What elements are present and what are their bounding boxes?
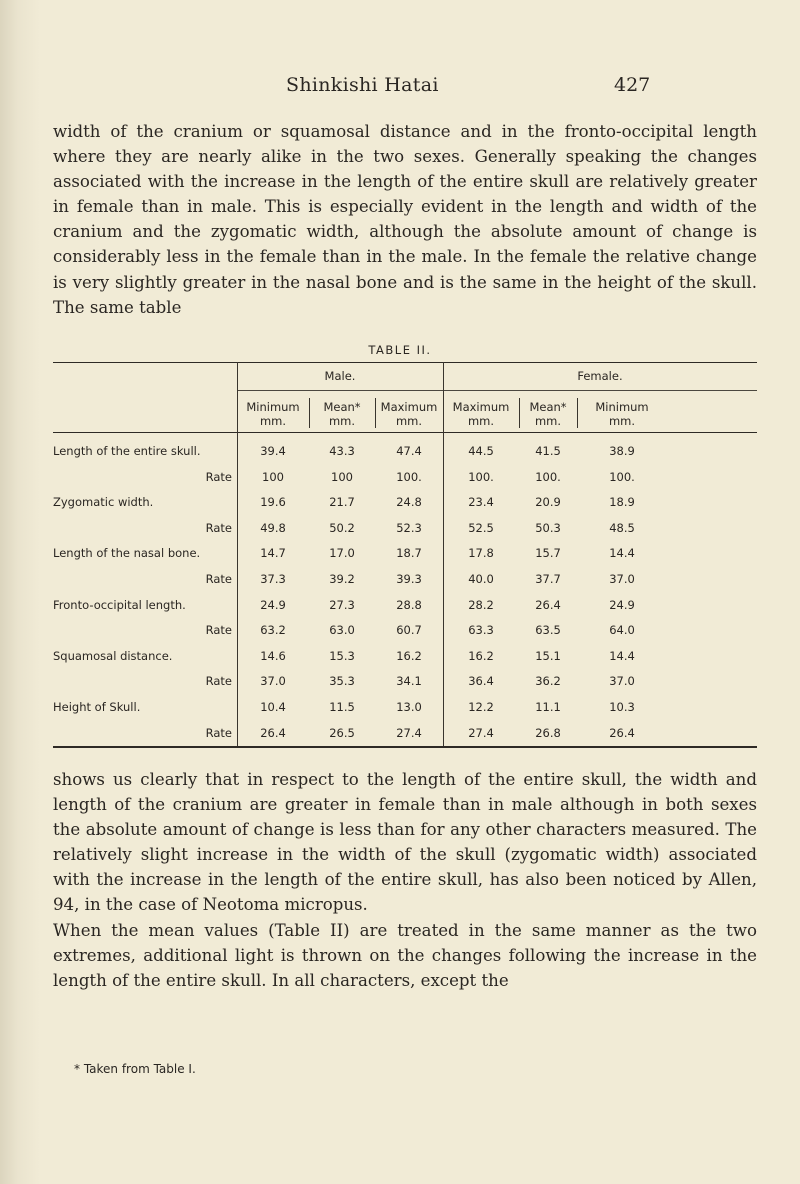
table-cell: 50.2 [329,520,355,535]
row-label: Height of Skull. [53,700,141,714]
table-cell: 38.9 [609,444,635,458]
body-paragraph-2: shows us clearly that in respect to the length of the entire skull, the width and length of the cranium are greater in female than in male although in both sexes the absolute amount of change is less than for any other characters measured. The relatively slight increase in the width of the skull (zygomatic width) associated with the increase in the length of the entire skull, has also been noticed by Allen, 94, in the case of Neotoma micropus. [53,770,757,915]
table-cell: 100 [331,469,353,484]
footnote: * Taken from Table I. [74,1062,196,1076]
running-head [0,74,800,98]
row-label-rate: Rate [205,674,232,689]
table-top-rule [53,362,757,363]
table-cell: 39.3 [396,572,422,586]
table-cell: 14.7 [260,546,286,561]
page-number: 427 [614,74,651,96]
table-cell: 19.6 [260,495,286,510]
table-cell: 17.0 [329,546,355,561]
table-cell: 100 [262,469,284,484]
row-label-rate: Rate [205,520,232,535]
table-subheader-rule [237,390,757,391]
group-header-female: Female. [577,369,623,383]
table-cell: 13.0 [396,700,422,714]
table-cell: 35.3 [329,674,355,689]
table-cell: 44.5 [468,444,494,458]
table-cell: 15.7 [535,546,561,561]
table-cell: 18.7 [396,546,422,561]
table-header-rule [53,432,757,433]
table-cell: 15.3 [329,648,355,663]
table-cell: 11.1 [535,700,561,714]
table-cell: 100. [468,469,494,484]
table-cell: 100. [535,469,561,484]
table-cell: 52.3 [396,520,422,535]
row-label-rate: Rate [205,572,232,586]
table-cell: 37.0 [609,674,635,689]
body-paragraph-1: width of the cranium or squamosal distance and in the fronto-occipital length where they are nearly alike in the two sexes. Generally speaking the changes associated with the increase in the length of the entire skull are relatively greater in female than in male. This is especially evident in the length and width of the cranium and the zygomatic width, although the absolute amount of change is considerably less in the female than in the male. In the female the relative change is very slightly greater in the nasal bone and is the same in the height of the skull. The same table [53,122,757,317]
table-cell: 26.4 [535,597,561,612]
table-cell: 16.2 [396,648,422,663]
table-cell: 17.8 [468,546,494,561]
table-cell: 20.9 [535,495,561,510]
column-header-male-mean: Mean* mm. [323,400,361,428]
row-label-rate: Rate [205,469,232,484]
table-cell: 36.4 [468,674,494,689]
table-cell: 10.4 [260,700,286,714]
table-cell: 63.0 [329,623,355,638]
row-label: Squamosal distance. [53,648,173,663]
table-cell: 100. [609,469,635,484]
table-cell: 26.4 [260,725,286,740]
table-cell: 41.5 [535,444,561,458]
table-cell: 24.9 [260,597,286,612]
running-head-author: Shinkishi Hatai [286,74,439,96]
table-cell: 40.0 [468,572,494,586]
table-cell: 100. [396,469,422,484]
body-paragraph-3: When the mean values (Table II) are treated in the same manner as the two extremes, additional light is thrown on the changes following the increase in the length of the entire skull. In all characters, except the [53,921,757,991]
row-label: Length of the nasal bone. [53,546,201,561]
row-label-rate: Rate [205,725,232,740]
table-cell: 37.0 [260,674,286,689]
table-cell: 48.5 [609,520,635,535]
table-cell: 37.7 [535,572,561,586]
table-cell: 21.7 [329,495,355,510]
table-cell: 10.3 [609,700,635,714]
table-cell: 50.3 [535,520,561,535]
table-cell: 63.3 [468,623,494,638]
table-cell: 27.4 [468,725,494,740]
table-cell: 27.4 [396,725,422,740]
column-header-male-maximum: Maximum mm. [380,400,438,428]
table-cell: 16.2 [468,648,494,663]
table-cell: 63.5 [535,623,561,638]
column-header-female-maximum: Maximum mm. [452,400,510,428]
column-header-female-minimum: Minimum mm. [595,400,649,428]
table-cell: 24.9 [609,597,635,612]
table-cell: 43.3 [329,444,355,458]
table-cell: 47.4 [396,444,422,458]
row-label: Zygomatic width. [53,495,154,510]
group-header-male: Male. [324,369,356,383]
table-cell: 14.4 [609,648,635,663]
row-label: Length of the entire skull. [53,444,201,458]
table-cell: 24.8 [396,495,422,510]
table-cell: 23.4 [468,495,494,510]
table-cell: 27.3 [329,597,355,612]
table-cell: 11.5 [329,700,355,714]
table-cell: 64.0 [609,623,635,638]
table-cell: 39.4 [260,444,286,458]
table-cell: 14.4 [609,546,635,561]
table-cell: 26.8 [535,725,561,740]
table-cell: 28.8 [396,597,422,612]
table-title: TABLE II. [368,343,432,357]
row-label-rate: Rate [205,623,232,638]
table-cell: 14.6 [260,648,286,663]
table-cell: 63.2 [260,623,286,638]
table-cell: 37.3 [260,572,286,586]
table-cell: 28.2 [468,597,494,612]
column-header-male-minimum: Minimum mm. [246,400,300,428]
table-cell: 15.1 [535,648,561,663]
table-cell: 18.9 [609,495,635,510]
table-cell: 26.4 [609,725,635,740]
table-cell: 52.5 [468,520,494,535]
table-cell: 12.2 [468,700,494,714]
table-cell: 26.5 [329,725,355,740]
table-cell: 39.2 [329,572,355,586]
table-cell: 37.0 [609,572,635,586]
column-header-female-mean: Mean* mm. [529,400,567,428]
table-cell: 60.7 [396,623,422,638]
table-cell: 34.1 [396,674,422,689]
table-cell: 36.2 [535,674,561,689]
table-cell: 49.8 [260,520,286,535]
table-bottom-rule [53,746,757,748]
row-label: Fronto-occipital length. [53,597,186,612]
